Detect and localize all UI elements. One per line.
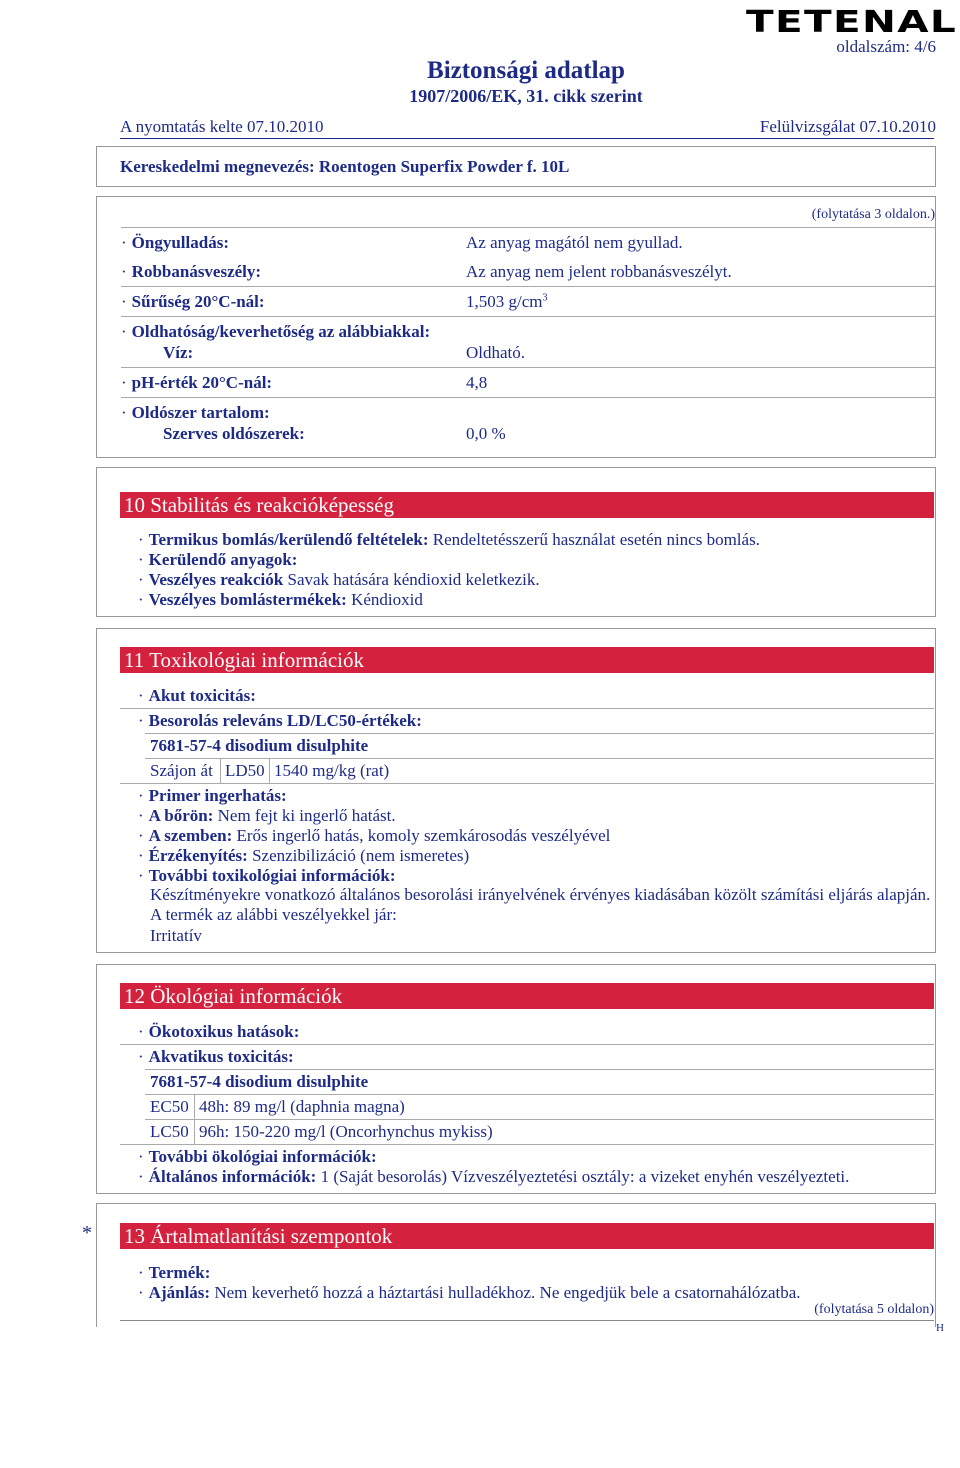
products-text: Kéndioxid <box>351 590 423 609</box>
row-rule <box>120 708 934 709</box>
solubility-label: · Oldhatóság/keverhetőség az alábbiakkal: <box>121 322 430 342</box>
thermal-label: · Termikus bomlás/kerülendő feltételek: <box>138 530 429 549</box>
row-rule <box>145 733 934 734</box>
density-sup: 3 <box>542 292 548 304</box>
explosion-value: Az anyag nem jelent robbanásveszélyt. <box>466 262 732 281</box>
document-title: Biztonsági adatlap <box>427 57 625 84</box>
revision-date: Felülvizsgálat 07.10.2010 <box>759 117 936 136</box>
water-label: Víz: <box>163 343 194 362</box>
further-tox-text: Készítményekre vonatkozó általános besorolási irányelvének érvényes kiadásában közölt számítási eljárás alapján. A termék az alábbi veszélyekkel jár: <box>150 885 931 924</box>
reactions-text: Savak hatására kéndioxid keletkezik. <box>287 570 540 589</box>
row-rule <box>121 367 935 368</box>
organic-solvent-value: 0,0 % <box>466 424 506 443</box>
section9-box <box>96 196 936 458</box>
section13-box <box>96 1203 936 1327</box>
ignition-value: Az anyag magától nem gyullad. <box>466 233 683 252</box>
sensitization-label: · Érzékenyítés: <box>138 846 248 865</box>
row-rule <box>145 758 934 759</box>
eco-substance: 7681-57-4 disodium disulphite <box>150 1072 369 1091</box>
further-tox-label: · További toxikológiai információk: <box>138 866 396 886</box>
density-label: · Sűrűség 20°C-nál: <box>121 292 265 312</box>
header-divider <box>120 138 934 139</box>
ph-value: 4,8 <box>466 373 488 392</box>
general-text: 1 (Saját besorolás) Vízveszélyeztetési osztály: a vizeket enyhén veszélyezteti. <box>320 1167 850 1186</box>
eye-effect <box>138 826 610 846</box>
explosion-label: · Robbanásveszély: <box>121 262 261 282</box>
general-info <box>138 1167 849 1187</box>
footer-rule <box>120 1320 934 1321</box>
skin-label: · A bőrön: <box>138 806 213 825</box>
eye-label: · A szemben: <box>138 826 232 845</box>
sensitization-text: Szenzibilizáció (nem ismeretes) <box>252 846 470 865</box>
general-label: · Általános információk: <box>138 1167 316 1186</box>
aquatic-label: · Akvatikus toxicitás: <box>138 1047 294 1067</box>
organic-solvent-label: Szerves oldószerek: <box>163 424 305 443</box>
acute-toxicity-label: · Akut toxicitás: <box>138 686 256 706</box>
row-rule <box>121 227 935 228</box>
skin-text: Nem fejt ki ingerlő hatást. <box>217 806 396 825</box>
footer-letter: H <box>936 1322 944 1334</box>
section10-title: 10 Stabilitás és reakcióképesség <box>120 492 934 518</box>
product-label: · Termék: <box>138 1263 210 1283</box>
recommendation-text: Nem keverhető hozzá a háztartási hulladékhoz. Ne engedjük bele a csatornahálózatba. <box>214 1283 801 1302</box>
tox-substance: 7681-57-4 disodium disulphite <box>150 736 369 755</box>
row-rule <box>120 1144 934 1145</box>
ecotox-label: · Ökotoxikus hatások: <box>138 1022 299 1042</box>
thermal-decomposition <box>138 530 760 550</box>
dangerous-reactions <box>138 570 540 590</box>
row-rule <box>145 1069 934 1070</box>
primary-irritation-label: · Primer ingerhatás: <box>138 786 287 806</box>
density-number: 1,503 g/cm <box>466 292 543 311</box>
row-rule <box>120 783 934 784</box>
row-rule <box>121 397 935 398</box>
solvent-label: · Oldószer tartalom: <box>121 403 270 423</box>
row-rule <box>121 316 935 317</box>
tox-type: LD50 <box>225 761 265 780</box>
print-date: A nyomtatás kelte 07.10.2010 <box>120 117 324 136</box>
continuation-note: (folytatása 3 oldalon.) <box>811 207 935 222</box>
page-number: oldalszám: 4/6 <box>836 37 936 56</box>
trade-name-box <box>96 146 936 187</box>
irritant-text: Irritatív <box>150 926 202 945</box>
eco-type-1: EC50 <box>150 1097 189 1116</box>
eco-type-2: LC50 <box>150 1122 189 1141</box>
row-rule <box>145 1094 934 1095</box>
cell-divider <box>269 758 270 783</box>
row-rule <box>121 286 935 287</box>
eco-value-2: 96h: 150-220 mg/l (Oncorhynchus mykiss) <box>199 1122 493 1141</box>
reactions-label: · Veszélyes reakciók <box>138 570 283 589</box>
tox-route: Szájon át <box>150 761 213 780</box>
tetenal-logo: TETENAL <box>746 5 958 40</box>
thermal-text: Rendeltetésszerű használat esetén nincs bomlás. <box>432 530 760 549</box>
avoid-label: · Kerülendő anyagok: <box>138 550 297 569</box>
row-rule <box>120 1044 934 1045</box>
density-value <box>466 292 548 312</box>
recommendation <box>138 1283 801 1303</box>
cell-divider <box>220 758 221 783</box>
ph-label: · pH-érték 20°C-nál: <box>121 373 272 393</box>
revision-marker: * <box>82 1222 92 1244</box>
products-label: · Veszélyes bomlástermékek: <box>138 590 347 609</box>
eco-value-1: 48h: 89 mg/l (daphnia magna) <box>199 1097 405 1116</box>
ignition-label: · Öngyulladás: <box>121 233 229 253</box>
cell-divider <box>194 1094 195 1144</box>
document-subtitle: 1907/2006/EK, 31. cikk szerint <box>409 86 643 106</box>
decomposition-products <box>138 590 423 610</box>
water-value: Oldható. <box>466 343 526 362</box>
sensitization <box>138 846 469 866</box>
row-rule <box>145 1119 934 1120</box>
section11-title: 11 Toxikológiai információk <box>120 647 934 673</box>
materials-to-avoid <box>138 550 297 570</box>
section12-title: 12 Ökológiai információk <box>120 983 934 1009</box>
recommendation-label: · Ajánlás: <box>138 1283 210 1302</box>
continuation-next: (folytatása 5 oldalon) <box>814 1302 934 1317</box>
skin-effect <box>138 806 396 826</box>
eye-text: Erős ingerlő hatás, komoly szemkárosodás veszélyével <box>236 826 611 845</box>
section13-title: 13 Ártalmatlanítási szempontok <box>120 1223 934 1249</box>
tox-value: 1540 mg/kg (rat) <box>274 761 390 780</box>
further-eco-label: · További ökológiai információk: <box>138 1147 377 1167</box>
trade-name: Kereskedelmi megnevezés: Roentogen Superfix Powder f. 10L <box>120 157 570 176</box>
classification-label: · Besorolás releváns LD/LC50-értékek: <box>138 711 422 731</box>
